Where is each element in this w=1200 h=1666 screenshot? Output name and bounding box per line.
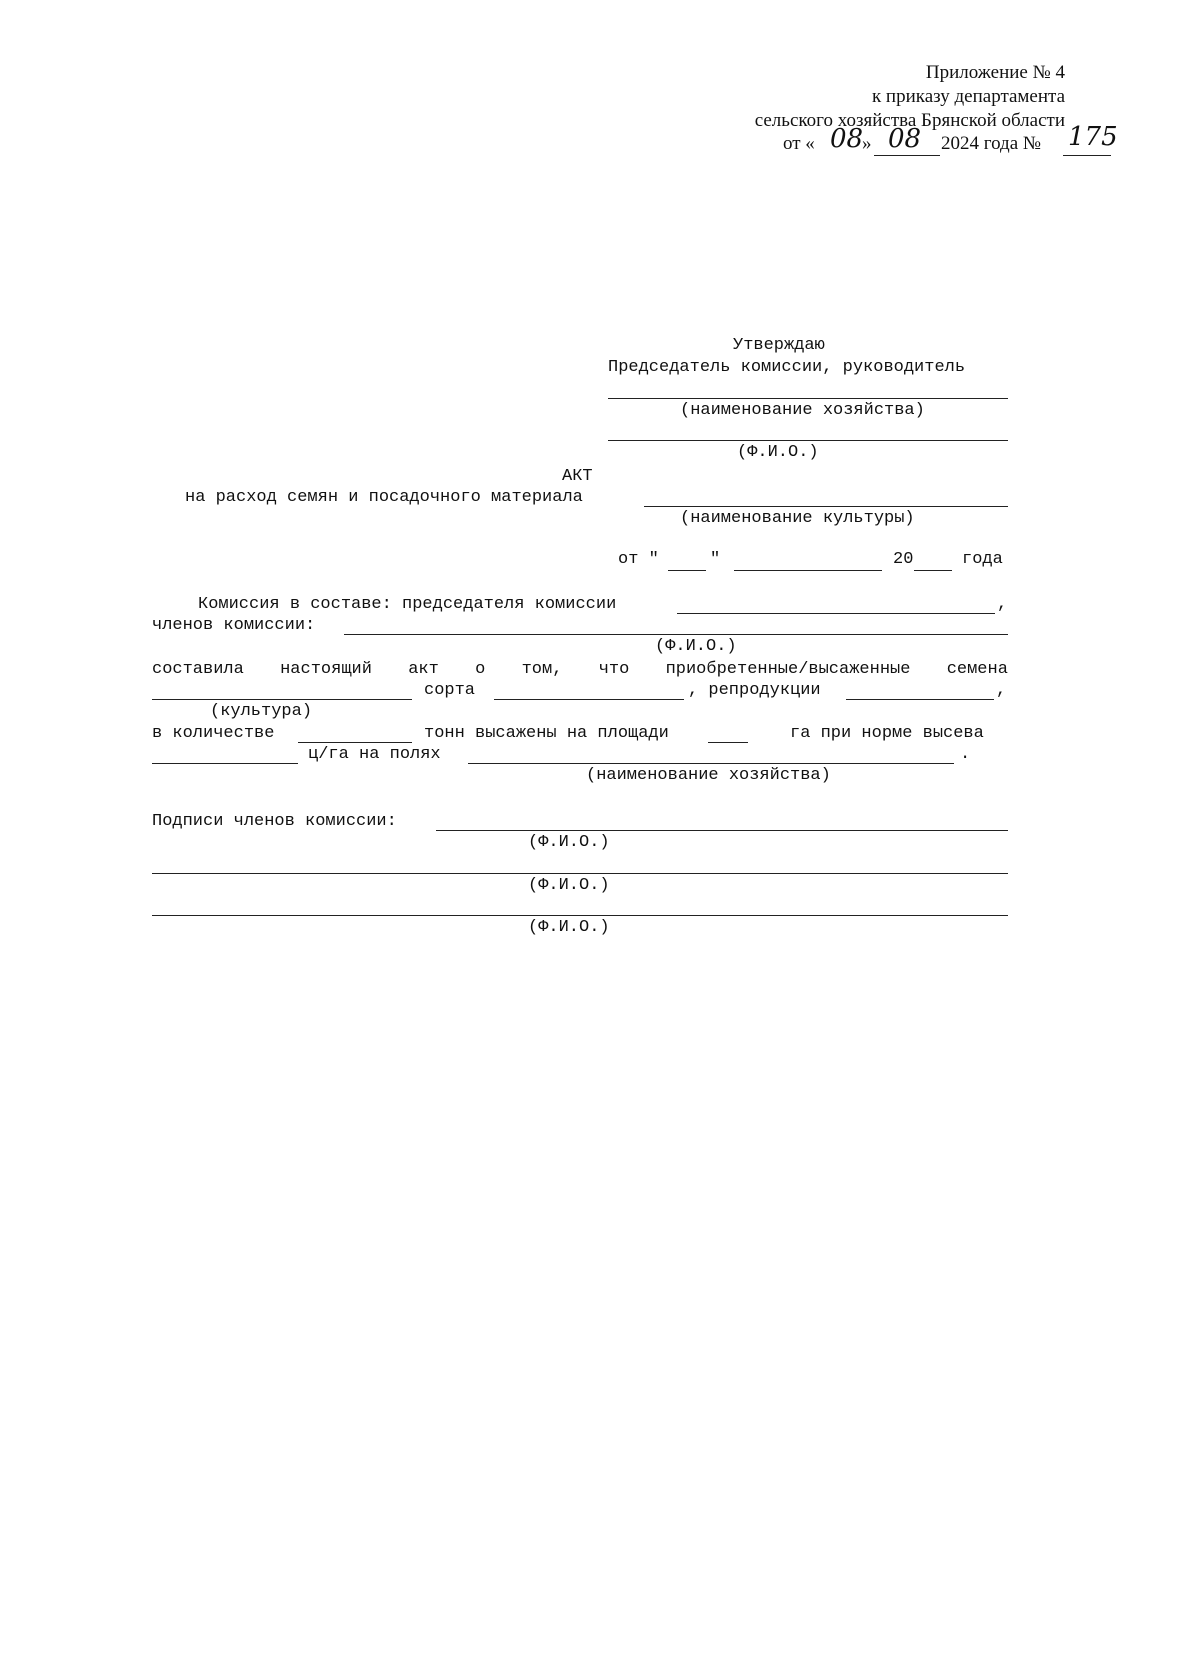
composed-word: составила bbox=[152, 660, 244, 679]
act-date-quote-close: " bbox=[710, 550, 721, 569]
members-line bbox=[344, 634, 1008, 635]
appendix-department: сельского хозяйства Брянской области bbox=[754, 110, 1065, 131]
signature-fio-caption: (Ф.И.О.) bbox=[528, 876, 610, 895]
date-mid: » bbox=[862, 133, 872, 154]
approval-fio-line bbox=[608, 440, 1008, 441]
act-date-year-word: года bbox=[962, 550, 1003, 569]
appendix-order-ref: к приказу департамента bbox=[871, 86, 1065, 107]
composed-word: что bbox=[598, 660, 630, 679]
date-day-handwritten: 08 bbox=[830, 124, 864, 154]
signatures-label: Подписи членов комиссии: bbox=[152, 812, 397, 831]
sort-label: сорта bbox=[424, 681, 476, 700]
composed-word: о bbox=[475, 660, 486, 679]
approval-position: Председатель комиссии, руководитель bbox=[608, 358, 966, 377]
rate-text: ц/га на полях bbox=[308, 745, 441, 764]
members-text: членов комиссии: bbox=[152, 616, 316, 635]
act-culture-line bbox=[644, 506, 1008, 507]
fields-line bbox=[468, 763, 954, 764]
quantity-line bbox=[298, 742, 412, 743]
culture-line bbox=[152, 699, 412, 700]
reproduction-label: , репродукции bbox=[688, 681, 821, 700]
rate-line bbox=[152, 763, 298, 764]
approval-fio-caption: (Ф.И.О.) bbox=[737, 443, 819, 462]
culture-caption: (культура) bbox=[210, 702, 313, 721]
act-subtitle: на расход семян и посадочного материала bbox=[185, 488, 583, 507]
composed-word: приобретенные/высаженные bbox=[665, 660, 911, 679]
fields-farm-caption: (наименование хозяйства) bbox=[586, 766, 831, 785]
date-year: 2024 года № bbox=[941, 133, 1042, 154]
composed-sentence bbox=[152, 660, 1008, 679]
tons-text: тонн высажены на площади bbox=[424, 724, 669, 743]
act-date-day-line bbox=[668, 570, 706, 571]
composed-word: настоящий bbox=[280, 660, 372, 679]
commission-text: Комиссия в составе: председателя комиссии bbox=[198, 595, 617, 614]
area-line bbox=[708, 742, 748, 743]
date-month-underline bbox=[874, 155, 940, 156]
approval-farm-caption: (наименование хозяйства) bbox=[680, 401, 925, 420]
act-date-20: 20 bbox=[893, 550, 914, 569]
signature-fio-caption: (Ф.И.О.) bbox=[528, 833, 610, 852]
members-fio-caption: (Ф.И.О.) bbox=[655, 637, 737, 656]
order-number-handwritten: 175 bbox=[1068, 122, 1118, 152]
signature-line bbox=[152, 915, 1008, 916]
signature-fio-caption: (Ф.И.О.) bbox=[528, 918, 610, 937]
order-number-underline bbox=[1063, 155, 1111, 156]
act-date-month-line bbox=[734, 570, 882, 571]
act-date-year-line bbox=[914, 570, 952, 571]
approval-title: Утверждаю bbox=[733, 336, 825, 355]
act-date-from: от " bbox=[618, 550, 659, 569]
date-month-handwritten: 08 bbox=[888, 124, 922, 154]
comma-1: , bbox=[997, 595, 1008, 614]
quantity-label: в количестве bbox=[152, 724, 275, 743]
approval-farm-line bbox=[608, 398, 1008, 399]
date-prefix: от « bbox=[783, 133, 815, 154]
composed-word: акт bbox=[408, 660, 439, 679]
reproduction-line bbox=[846, 699, 994, 700]
composed-word: семена bbox=[946, 660, 1008, 679]
sort-line bbox=[494, 699, 684, 700]
period: . bbox=[960, 745, 971, 764]
chairman-line bbox=[677, 613, 995, 614]
signature-line bbox=[436, 830, 1008, 831]
appendix-title: Приложение № 4 bbox=[925, 62, 1065, 83]
signature-line bbox=[152, 873, 1008, 874]
comma-2: , bbox=[996, 681, 1007, 700]
act-culture-caption: (наименование культуры) bbox=[680, 509, 915, 528]
composed-word: том, bbox=[521, 660, 563, 679]
ha-text: га при норме высева bbox=[790, 724, 984, 743]
act-title: АКТ bbox=[562, 467, 593, 486]
